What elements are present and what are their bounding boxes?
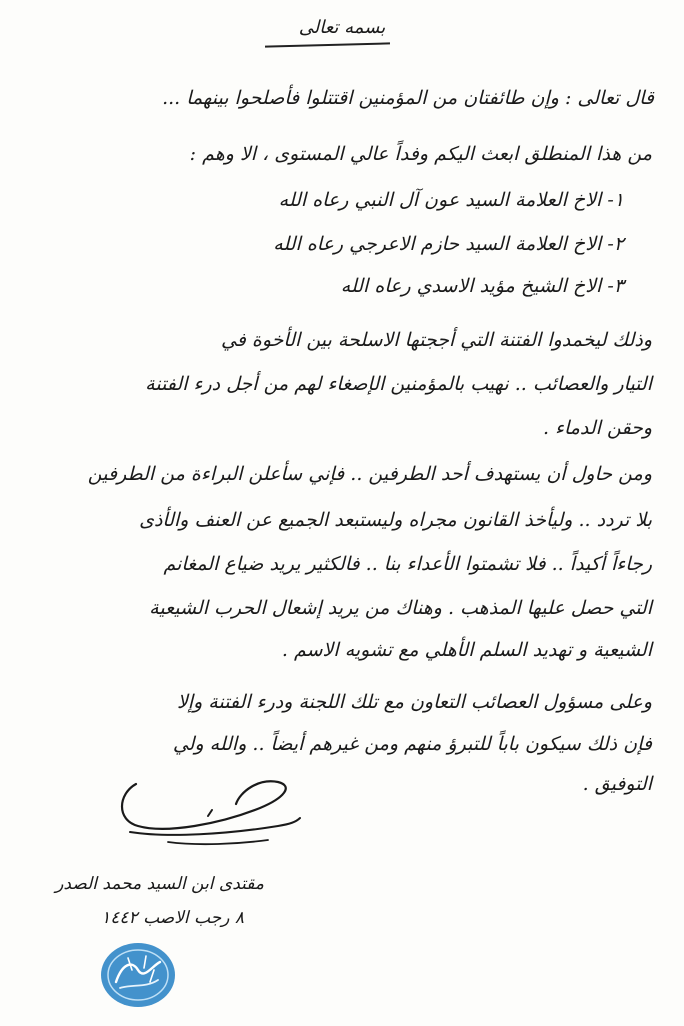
delegate-item: ٢- الاخ العلامة السيد حازم الاعرجي رعاه الله <box>273 233 624 255</box>
letter-heading: بسمه تعالى <box>298 17 386 38</box>
paragraph-3-line: وعلى مسؤول العصائب التعاون مع تلك اللجنة ودرء الفتنة وإلا <box>176 691 652 713</box>
paragraph-2-line: بلا تردد .. وليأخذ القانون مجراه وليستبعد الجميع عن العنف والأذى <box>139 509 652 531</box>
paragraph-1-line: التيار والعصائب .. نهيب بالمؤمنين الإصغاء لهم من أجل درء الفتنة <box>145 373 652 395</box>
letter-date: ٨ رجب الاصب ١٤٤٢ <box>101 908 244 928</box>
paragraph-2-line: الشيعية و تهديد السلم الأهلي مع تشويه الاسم . <box>281 639 652 661</box>
signatory-name: مقتدى ابن السيد محمد الصدر <box>55 874 264 894</box>
paragraph-1-line: وحقن الدماء . <box>542 417 652 439</box>
stamp-icon <box>98 940 178 1010</box>
paragraph-2-line: ومن حاول أن يستهدف أحد الطرفين .. فإني سأعلن البراءة من الطرفين <box>87 463 652 485</box>
paragraph-2-line: رجاءاً أكيداً .. فلا تشمتوا الأعداء بنا .. فالكثير يريد ضياع المغانم <box>163 553 652 575</box>
paragraph-1-line: وذلك ليخمدوا الفتنة التي أججتها الاسلحة بين الأخوة في <box>220 329 652 351</box>
quran-verse-line: قال تعالى : وإن طائفتان من المؤمنين اقتتلوا فأصلحوا بينهما ... <box>162 87 654 109</box>
paragraph-3-line: فإن ذلك سيكون باباً للتبرؤ منهم ومن غيرهم أيضاً .. والله ولي <box>172 733 652 755</box>
heading-underline <box>265 42 390 47</box>
paragraph-3-line: التوفيق . <box>582 773 652 795</box>
delegate-item: ٣- الاخ الشيخ مؤيد الاسدي رعاه الله <box>340 275 624 297</box>
signature-icon <box>108 772 308 857</box>
delegate-item: ١- الاخ العلامة السيد عون آل النبي رعاه الله <box>278 189 624 211</box>
intro-line: من هذا المنطلق ابعث اليكم وفداً عالي المستوى ، الا وهم : <box>189 143 652 165</box>
paragraph-2-line: التي حصل عليها المذهب . وهناك من يريد إشعال الحرب الشيعية <box>149 597 652 619</box>
